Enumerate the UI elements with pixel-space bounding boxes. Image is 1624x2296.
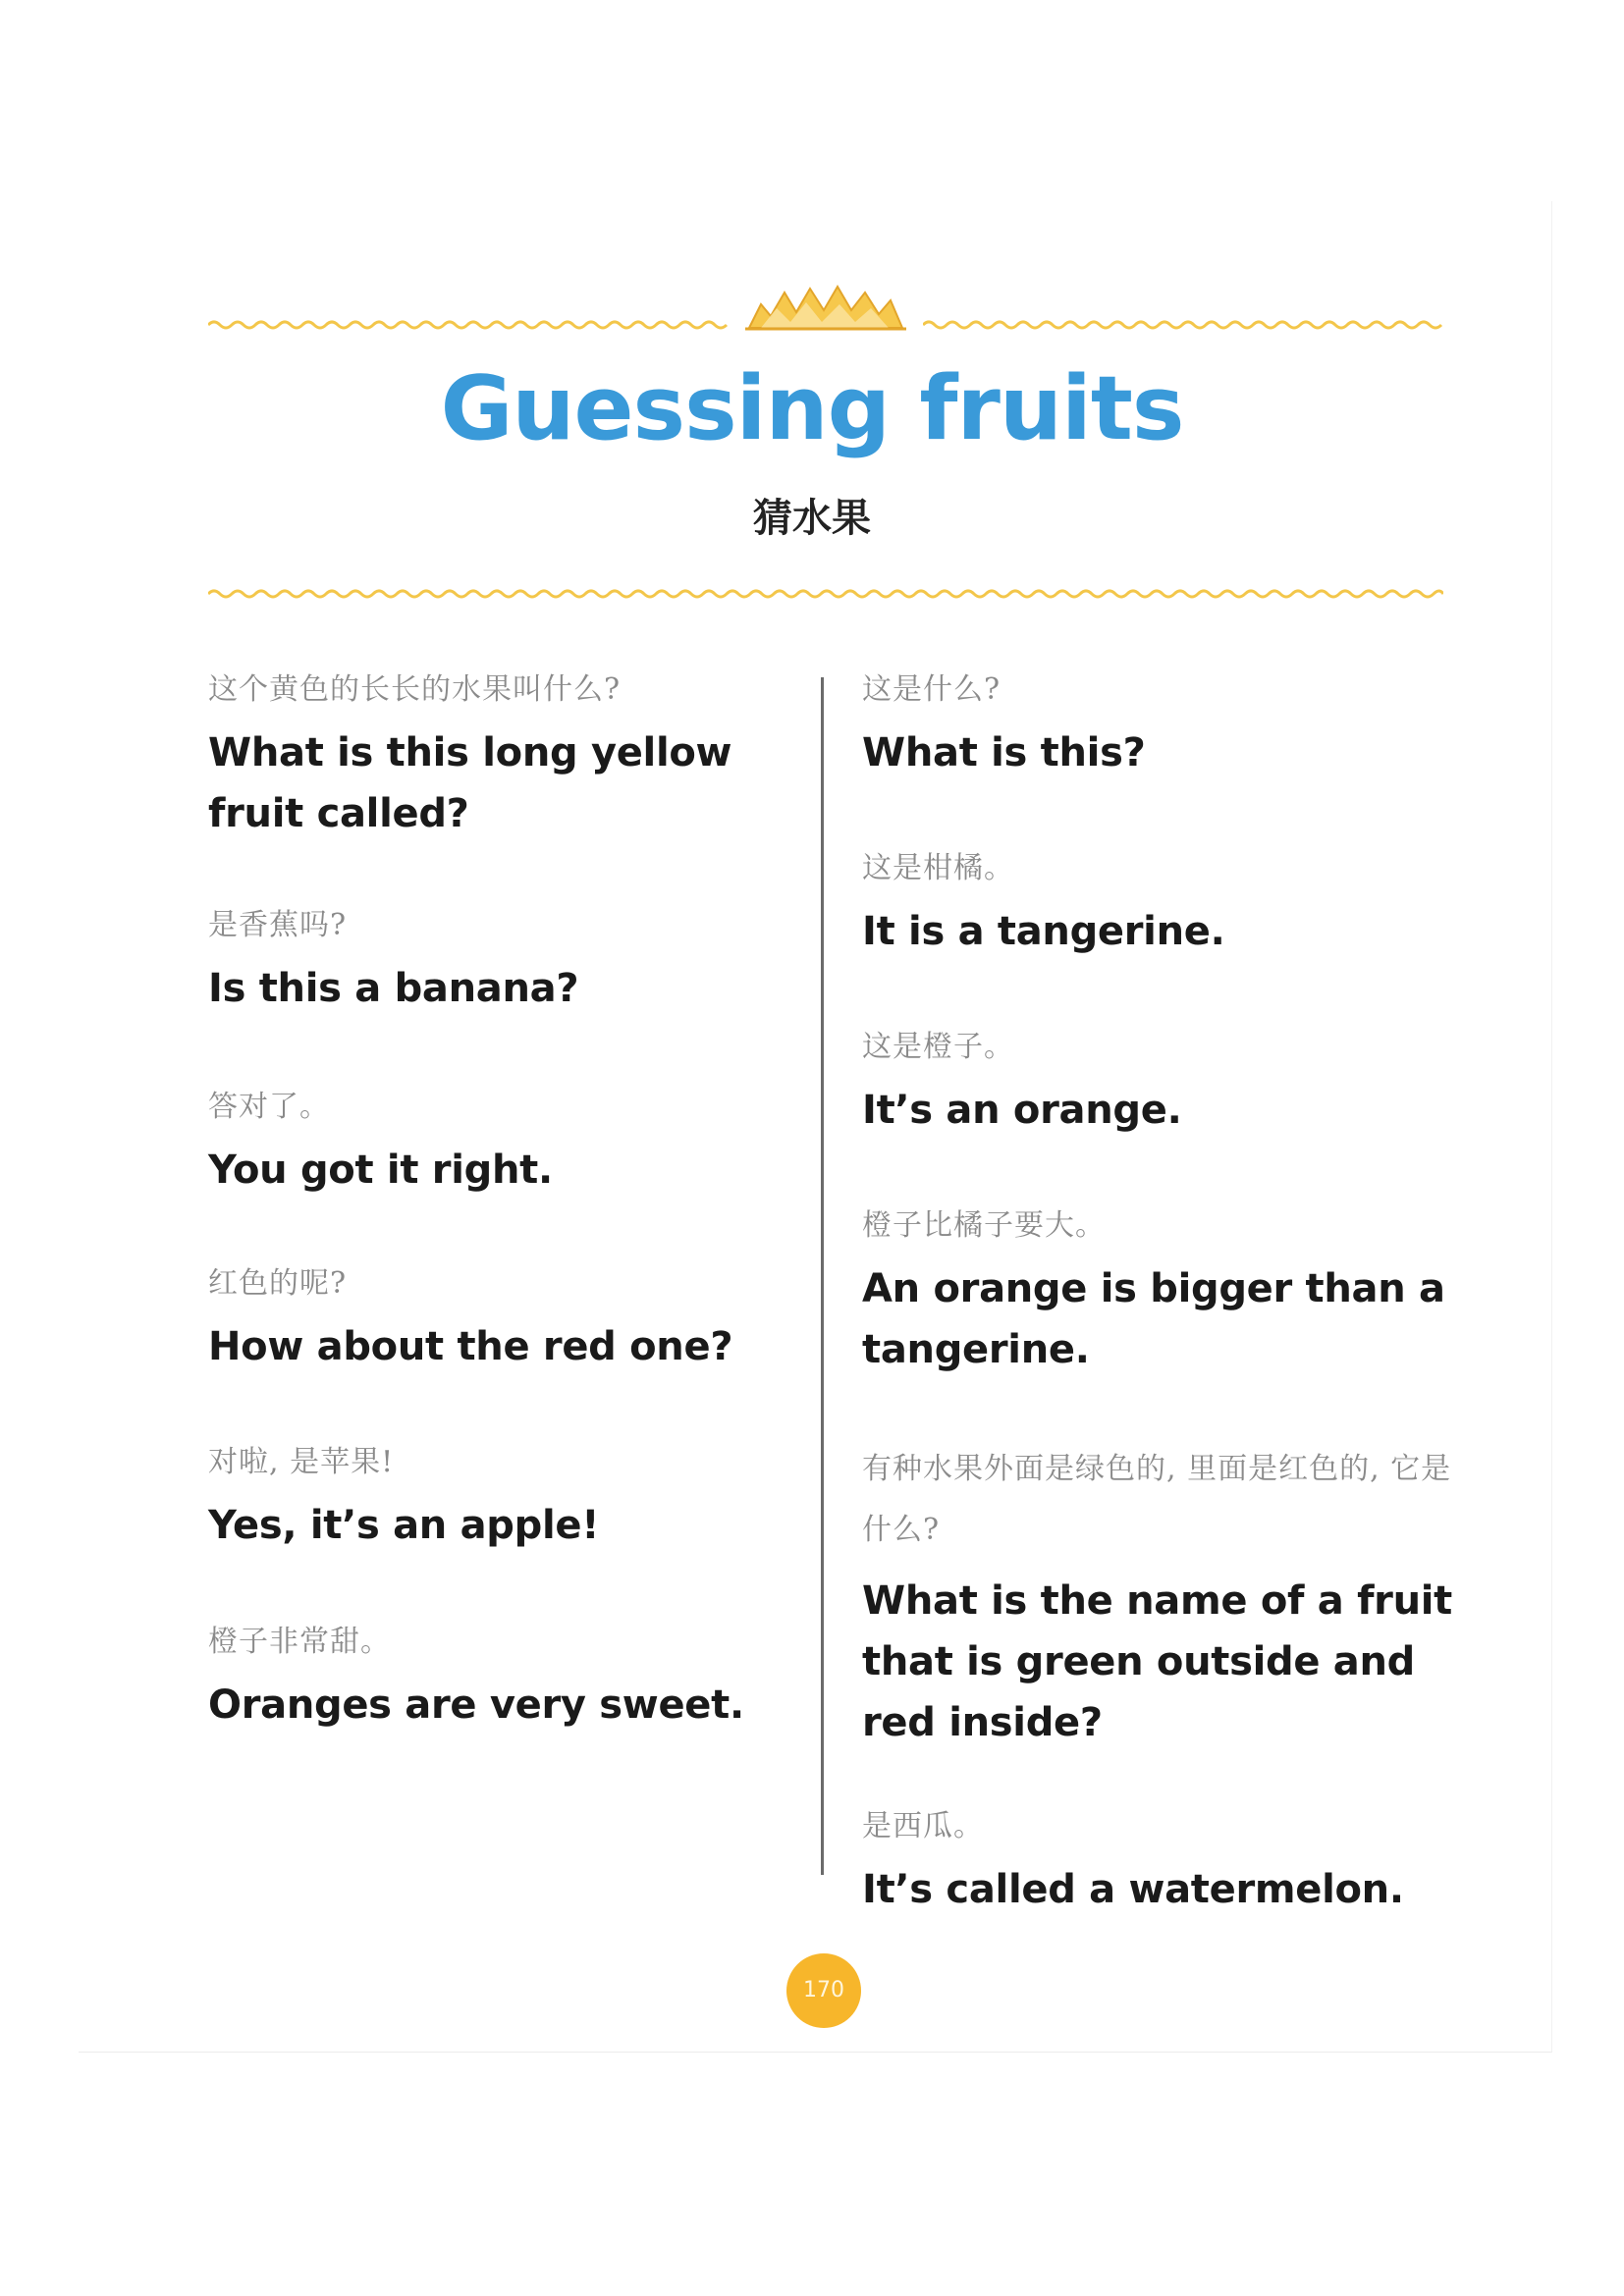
phrase-pair [208,1440,807,1620]
english-text: You got it right. [208,1148,553,1193]
english-text: What is this long yellow fruit called? [208,730,732,836]
english-text: It’s an orange. [862,1088,1182,1133]
phrase-pair [208,1620,807,1735]
wavy-line-top-right [923,316,1443,334]
wavy-line-header-bottom [208,585,1443,603]
chinese-text: 橙子非常甜。 [208,1625,391,1659]
wavy-line-top-left [208,316,729,334]
crown-icon [741,283,908,334]
page-number-badge: 170 [786,1953,861,2028]
chinese-text: 这是橙子。 [862,1030,1014,1064]
phrase-pair [208,903,807,1085]
phrase-pair [862,1439,1471,1804]
chinese-text: 这个黄色的长长的水果叫什么? [208,672,622,707]
chinese-text: 这是什么? [862,672,1001,707]
phrase-pair [208,1085,807,1261]
phrase-pair [208,1261,807,1440]
chinese-text: 橙子比橘子要大。 [862,1208,1106,1243]
phrase-pair [862,846,1471,1025]
phrase-pair [208,667,807,903]
english-text: Oranges are very sweet. [208,1682,744,1728]
english-text: How about the red one? [208,1324,733,1369]
english-text: It is a tangerine. [862,909,1225,954]
chinese-text: 是西瓜。 [862,1809,984,1843]
chinese-text: 是香蕉吗? [208,908,348,942]
english-text: What is this? [862,730,1146,775]
english-text: It’s called a watermelon. [862,1867,1404,1912]
phrase-pair [862,1025,1471,1203]
phrase-pair [862,1804,1471,1920]
right-column [862,667,1471,1920]
column-divider [821,677,824,1875]
english-text: An orange is bigger than a tangerine. [862,1266,1445,1372]
phrase-pair [862,667,1471,846]
english-text: Is this a banana? [208,966,579,1011]
chinese-text: 这是柑橘。 [862,851,1014,885]
chinese-text: 红色的呢? [208,1266,348,1301]
chinese-text: 有种水果外面是绿色的, 里面是红色的, 它是什么? [862,1452,1452,1547]
english-text: What is the name of a fruit that is green outside and red inside? [862,1578,1453,1745]
chinese-text: 对啦, 是苹果! [208,1445,395,1479]
chinese-text: 答对了。 [208,1090,330,1124]
page-title: Guessing fruits [440,357,1184,460]
english-text: Yes, it’s an apple! [208,1503,600,1548]
page-subtitle: 猜水果 [753,496,871,541]
phrase-pair [862,1203,1471,1439]
left-column [208,667,807,1735]
